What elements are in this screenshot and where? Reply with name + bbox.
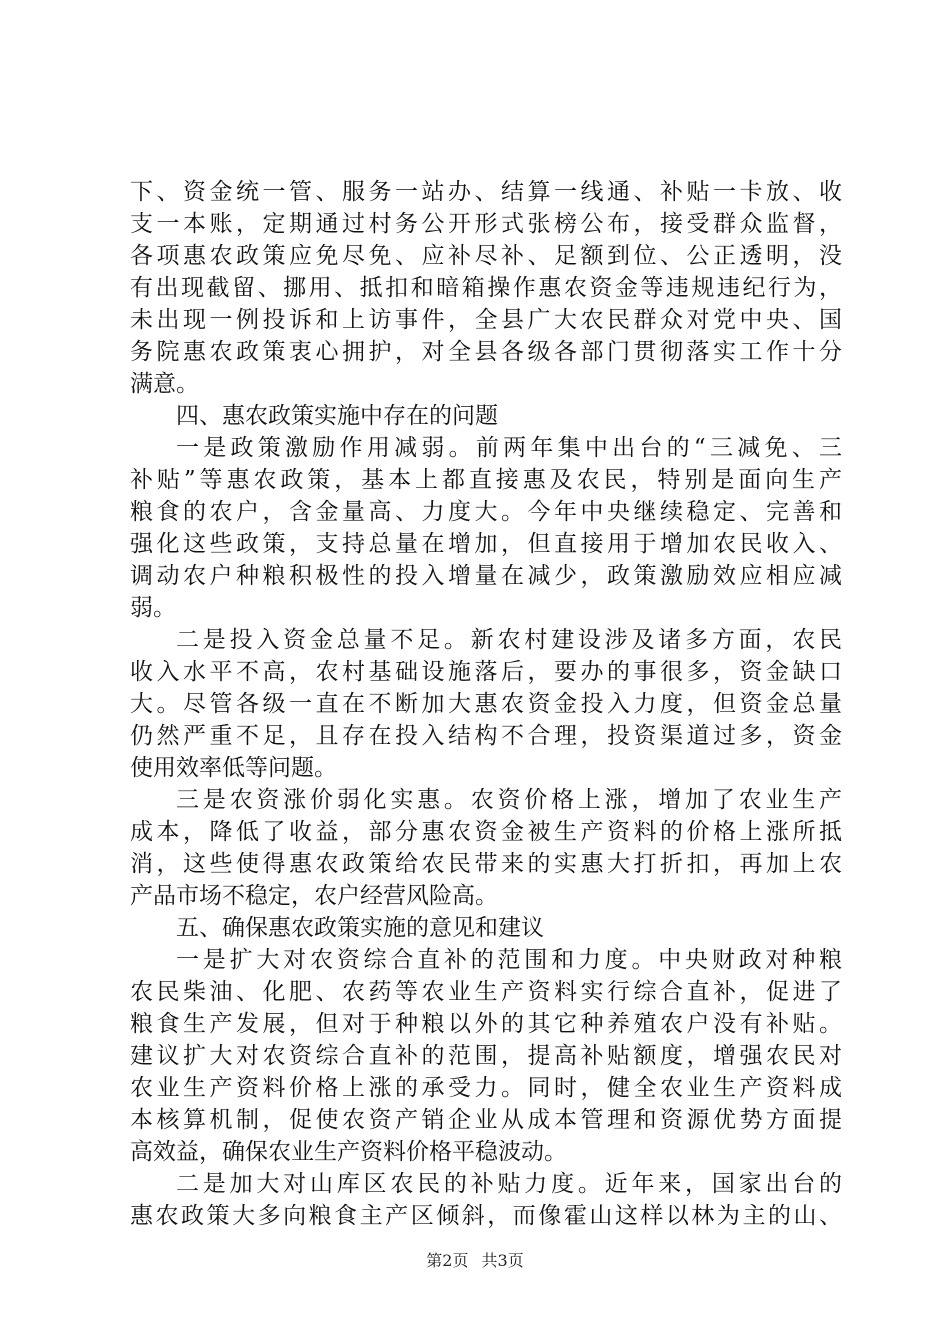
document-body <box>130 176 842 1232</box>
text-line: 下、资金统一管、服务一站办、结算一线通、补贴一卡放、收 <box>130 179 842 205</box>
text-line: 未出现一例投诉和上访事件，全县广大农民群众对党中央、国 <box>130 307 842 333</box>
page-number: 第2页 <box>426 1251 469 1270</box>
text-line: 补贴”等惠农政策，基本上都直接惠及农民，特别是面向生产 <box>130 467 842 493</box>
text-line: 二是投入资金总量不足。新农村建设涉及诸多方面，农民 <box>176 627 842 653</box>
text-line: 务院惠农政策衷心拥护，对全县各级各部门贯彻落实工作十分 <box>130 339 842 365</box>
text-line: 建议扩大对农资综合直补的范围，提高补贴额度，增强农民对 <box>130 1043 842 1069</box>
text-line: 使用效率低等问题。 <box>130 755 337 781</box>
text-line: 调动农户种粮积极性的投入增量在减少，政策激励效应相应减 <box>130 563 842 589</box>
text-line: 支一本账，定期通过村务公开形式张榜公布，接受群众监督， <box>130 211 842 237</box>
text-line: 农民柴油、化肥、农药等农业生产资料实行综合直补，促进了 <box>130 979 842 1005</box>
section-heading: 四、惠农政策实施中存在的问题 <box>176 403 498 429</box>
text-line: 强化这些政策，支持总量在增加，但直接用于增加农民收入、 <box>130 531 842 557</box>
text-line: 成本，降低了收益，部分惠农资金被生产资料的价格上涨所抵 <box>130 819 842 845</box>
text-line: 有出现截留、挪用、抵扣和暗箱操作惠农资金等违规违纪行为， <box>130 275 842 301</box>
text-line: 一是政策激励作用减弱。前两年集中出台的“三减免、三 <box>176 435 842 461</box>
text-line: 高效益，确保农业生产资料价格平稳波动。 <box>130 1139 567 1165</box>
text-line: 仍然严重不足，且存在投入结构不合理，投资渠道过多，资金 <box>130 723 842 749</box>
text-line: 一是扩大对农资综合直补的范围和力度。中央财政对种粮 <box>176 947 842 973</box>
section-heading: 五、确保惠农政策实施的意见和建议 <box>176 915 544 941</box>
text-line: 惠农政策大多向粮食主产区倾斜，而像霍山这样以林为主的山、 <box>130 1203 842 1229</box>
text-line: 弱。 <box>130 595 176 621</box>
text-line: 粮食的农户，含金量高、力度大。今年中央继续稳定、完善和 <box>130 499 842 525</box>
text-line: 农业生产资料价格上涨的承受力。同时，健全农业生产资料成 <box>130 1075 842 1101</box>
text-line: 粮食生产发展，但对于种粮以外的其它种养殖农户没有补贴。 <box>130 1011 842 1037</box>
text-line: 大。尽管各级一直在不断加大惠农资金投入力度，但资金总量 <box>130 691 842 717</box>
text-line: 收入水平不高，农村基础设施落后，要办的事很多，资金缺口 <box>130 659 842 685</box>
page-total: 共3页 <box>481 1251 524 1270</box>
text-line: 产品市场不稳定，农户经营风险高。 <box>130 883 498 909</box>
text-line: 二是加大对山库区农民的补贴力度。近年来，国家出台的 <box>176 1171 842 1197</box>
text-line: 消，这些使得惠农政策给农民带来的实惠大打折扣，再加上农 <box>130 851 842 877</box>
page-footer <box>0 1248 950 1271</box>
text-line: 三是农资涨价弱化实惠。农资价格上涨，增加了农业生产 <box>176 787 842 813</box>
text-line: 本核算机制，促使农资产销企业从成本管理和资源优势方面提 <box>130 1107 842 1133</box>
text-line: 各项惠农政策应免尽免、应补尽补、足额到位、公正透明，没 <box>130 243 842 269</box>
text-line: 满意。 <box>130 371 199 397</box>
